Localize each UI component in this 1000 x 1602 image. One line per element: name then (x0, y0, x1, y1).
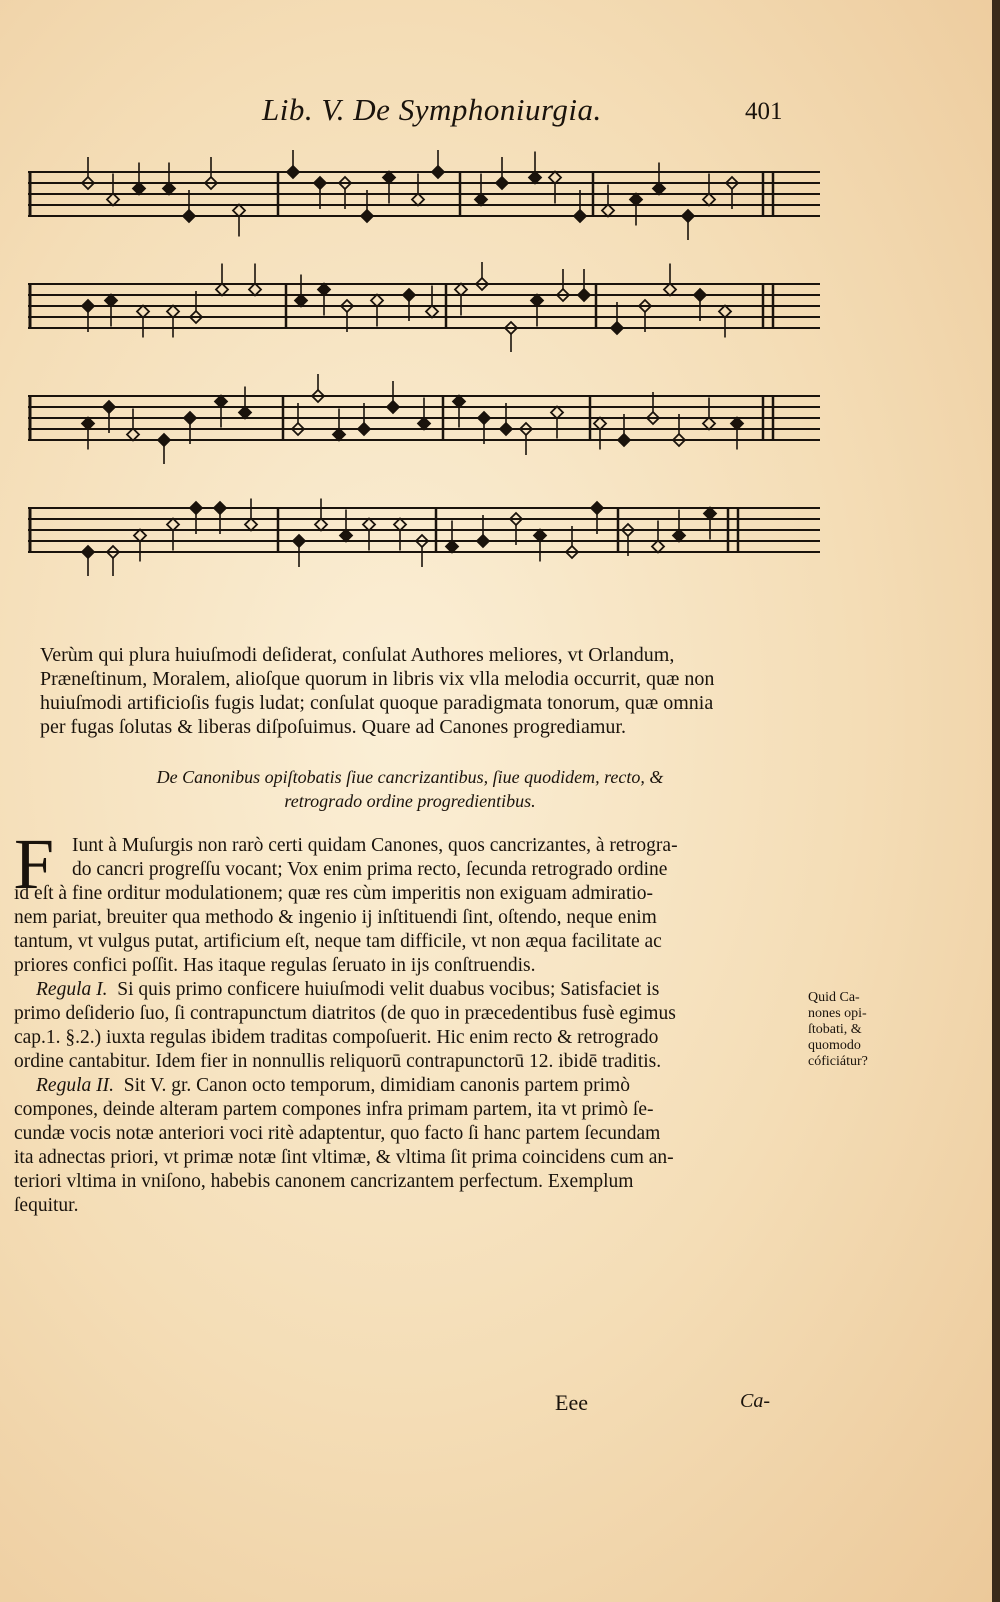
note-head (673, 530, 685, 542)
note-head (426, 306, 438, 318)
regula-2 (14, 1074, 799, 1218)
text-line: Iunt à Muſurgis non rarò certi quidam Canones, quos cancrizantes, à retrogra- (72, 835, 678, 856)
rule-label: Regula II. (36, 1075, 114, 1096)
note-head (314, 177, 326, 189)
note-head (653, 183, 665, 195)
note-head (333, 429, 345, 441)
note-head (167, 306, 179, 318)
note-head (394, 519, 406, 531)
text-line: ſequitur. (14, 1195, 79, 1216)
note-head (133, 183, 145, 195)
text-line: id eſt à fine orditur modulationem; quæ res cùm imperitis non exiguam admiratio- (14, 883, 654, 904)
text-line: ita adnectas priori, vt primæ notæ ſint vltimæ, & vltima ſit prima coincidens cum an- (14, 1147, 674, 1168)
title-line: retrogrado ordine progredientibus. (284, 791, 536, 811)
note-head (704, 508, 716, 520)
note-head (551, 407, 563, 419)
note-head (455, 284, 467, 296)
note-head (82, 300, 94, 312)
text-line (14, 978, 799, 1002)
note-head (630, 194, 642, 206)
text-line: cap.1. §.2.) iuxta regulas ibidem traditas compoſuerit. Hic enim recto & retrogrado (14, 1027, 659, 1048)
note-head (478, 412, 490, 424)
note-head (371, 295, 383, 307)
text-line: per fugas ſolutas & liberas diſpoſuimus. Quare ad Canones progrediamur. (40, 716, 626, 738)
note-head (446, 541, 458, 553)
note-head (158, 434, 170, 446)
note-head (403, 289, 415, 301)
signature-mark: Eee (555, 1390, 588, 1415)
note-head (214, 502, 226, 514)
note-head (574, 210, 586, 222)
note-head (190, 502, 202, 514)
text-line: primo deſiderio ſuo, ſi contrapunctum diatritos (de quo in præcedentibus fusè egimus (14, 1003, 676, 1024)
text-line: cundæ vocis notæ anteriori voci ritè adaptentur, quo facto ſi hanc partem ſecundam (14, 1123, 661, 1144)
note-head (387, 401, 399, 413)
text-line: Verùm qui plura huiuſmodi deſiderat, conſulat Authores meliores, vt Orlandum, (40, 644, 675, 666)
page-number: 401 (745, 98, 783, 125)
note-head (137, 306, 149, 318)
note-head (594, 418, 606, 430)
note-head (664, 284, 676, 296)
note-head (340, 530, 352, 542)
note-head (591, 502, 603, 514)
drop-cap: F (14, 824, 55, 904)
note-head (731, 418, 743, 430)
note-head (412, 194, 424, 206)
note-head (233, 205, 245, 217)
note-head (184, 412, 196, 424)
note-head (496, 177, 508, 189)
note-head (103, 401, 115, 413)
note-head (475, 194, 487, 206)
text-line: do cancri progreſſu vocant; Vox enim prima recto, ſecunda retrogrado ordine (72, 859, 668, 880)
note-line: cóficiátur? (808, 1054, 868, 1069)
music-staff-4 (28, 486, 820, 576)
paragraph-2 (14, 824, 799, 978)
note-head (215, 396, 227, 408)
rule-label: Regula I. (36, 979, 108, 1000)
rule-text: Sit V. gr. Canon octo temporum, dimidiam canonis partem primò (123, 1075, 630, 1096)
note-line: Quid Ca- (808, 990, 860, 1005)
note-head (529, 172, 541, 184)
note-head (618, 434, 630, 446)
text-line: Præneſtinum, Moralem, alioſque quorum in libris vix vlla melodia occurrit, quæ non (40, 668, 715, 690)
note-head (500, 423, 512, 435)
note-head (239, 407, 251, 419)
note-head (293, 535, 305, 547)
note-head (703, 194, 715, 206)
note-line: ſtobati, & (808, 1022, 862, 1037)
note-head (358, 423, 370, 435)
text-line: huiuſmodi artificioſis fugis ludat; conſulat quoque paradigmata tonorum, quæ omnia (40, 692, 714, 714)
catchword: Ca- (740, 1390, 770, 1412)
note-head (216, 284, 228, 296)
text-line (14, 1074, 799, 1098)
note-head (245, 519, 257, 531)
text-line: ordine cantabitur. Idem fier in nonnullis reliquorū contrapunctorū 12. ibidē traditis. (14, 1051, 662, 1072)
note-head (418, 418, 430, 430)
title-line: De Canonibus opiſtobatis ſiue cancrizantibus, ſiue quodidem, recto, & (156, 767, 664, 787)
note-line: quomodo (808, 1038, 861, 1053)
section-title (110, 765, 710, 813)
note-head (167, 519, 179, 531)
note-head (611, 322, 623, 334)
note-head (295, 295, 307, 307)
paragraph-1 (40, 643, 815, 739)
note-head (652, 541, 664, 553)
note-head (315, 519, 327, 531)
note-head (602, 205, 614, 217)
regula-1 (14, 978, 799, 1074)
music-staff-1 (28, 150, 820, 240)
note-head (453, 396, 465, 408)
text-line: teriori vltima in vniſono, habebis canonem cancrizantem perfectum. Exemplum (14, 1171, 634, 1192)
note-head (432, 166, 444, 178)
text-line: priores confici poſſit. Has itaque regulas ſeruato in ijs conſtruendis. (14, 955, 536, 976)
text-line: tantum, vt vulgus putat, artificium eſt, neque tam difficile, vt non æqua facilitate ac (14, 931, 662, 952)
note-head (318, 284, 330, 296)
note-head (82, 418, 94, 430)
note-head (183, 210, 195, 222)
note-head (105, 295, 117, 307)
note-head (127, 429, 139, 441)
note-head (134, 530, 146, 542)
note-head (107, 194, 119, 206)
music-staff-3 (28, 374, 820, 464)
note-head (249, 284, 261, 296)
note-head (363, 519, 375, 531)
note-head (163, 183, 175, 195)
note-head (534, 530, 546, 542)
note-head (694, 289, 706, 301)
text-line: compones, deinde alteram partem compones infra primam partem, ita vt primò ſe- (14, 1099, 654, 1120)
note-head (82, 546, 94, 558)
page-header (0, 92, 992, 132)
note-head (287, 166, 299, 178)
note-head (703, 418, 715, 430)
note-line: nones opi- (808, 1006, 867, 1021)
note-head (578, 289, 590, 301)
note-head (719, 306, 731, 318)
note-head (361, 210, 373, 222)
note-head (477, 535, 489, 547)
note-head (383, 172, 395, 184)
music-staff-2 (28, 262, 820, 352)
running-head: Lib. V. De Symphoniurgia. (262, 92, 602, 127)
note-head (549, 172, 561, 184)
marginal-note (808, 990, 880, 1070)
rule-text: Si quis primo conficere huiuſmodi velit duabus vocibus; Satisfaciet is (117, 979, 660, 1000)
note-head (531, 295, 543, 307)
note-head (682, 210, 694, 222)
text-line: nem pariat, breuiter qua methodo & ingenio ij inſtituendi ſint, oſtendo, neque enim (14, 907, 657, 928)
